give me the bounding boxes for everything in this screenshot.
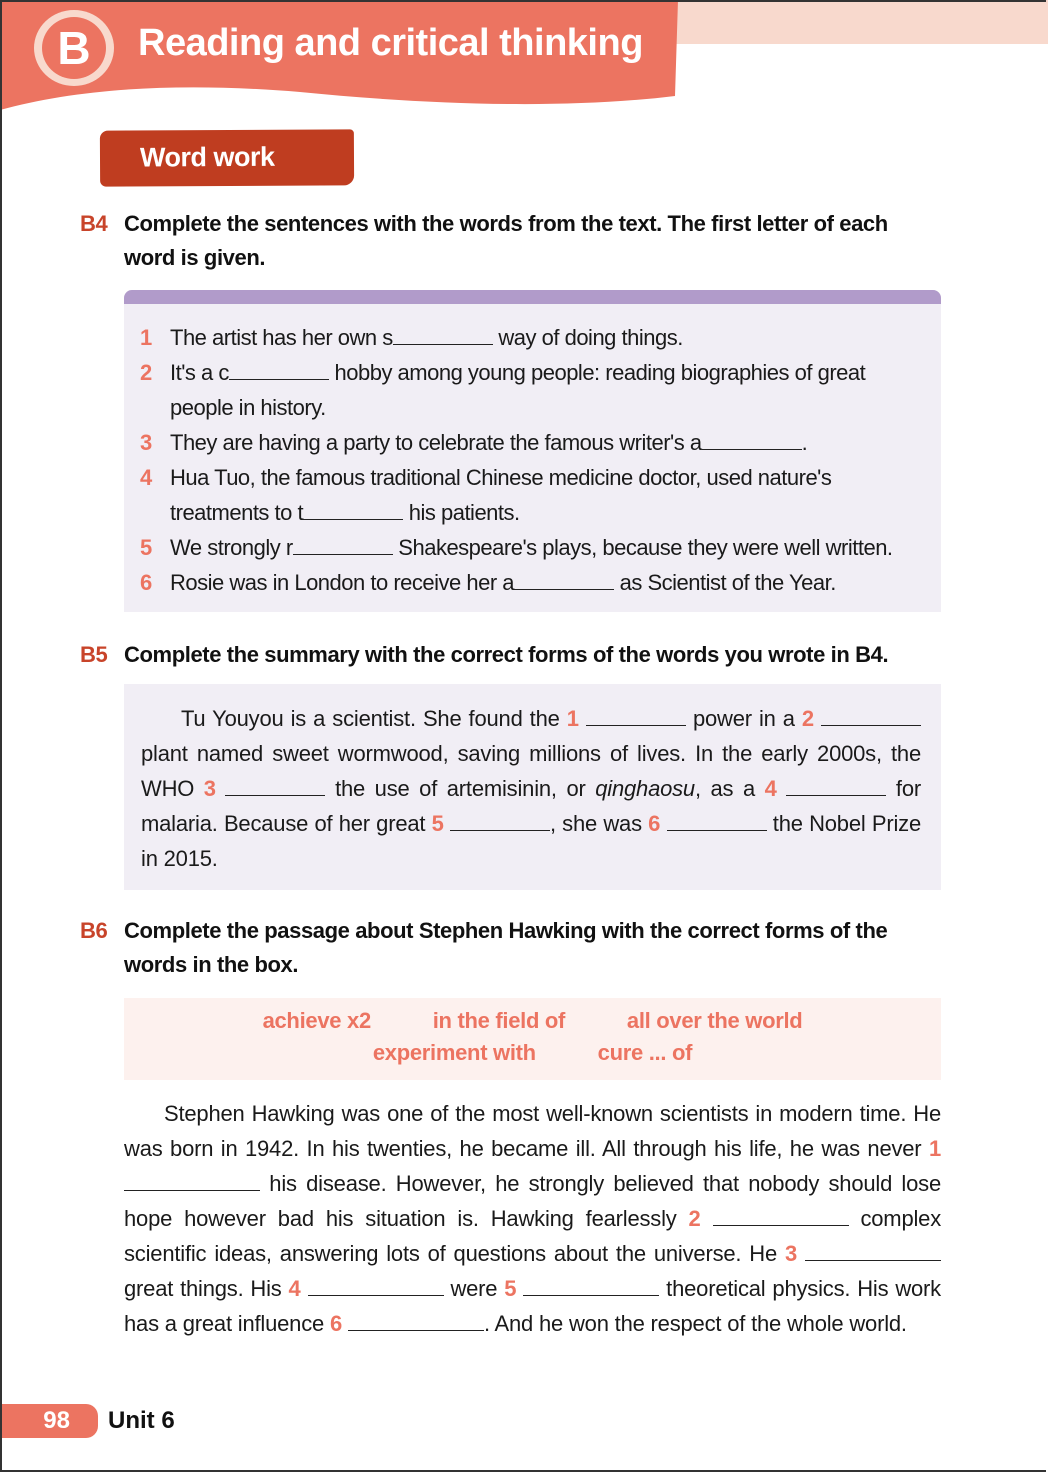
answer-blank[interactable] bbox=[786, 773, 886, 796]
item-text: We strongly r bbox=[170, 535, 293, 560]
exercise-number: B4 bbox=[80, 211, 108, 236]
sentence-item bbox=[140, 530, 930, 565]
exercise-number: B6 bbox=[80, 918, 108, 943]
blank-number: 6 bbox=[648, 811, 661, 836]
blank-number: 5 bbox=[431, 811, 444, 836]
answer-blank[interactable] bbox=[303, 497, 403, 520]
exercise-b6-heading bbox=[80, 914, 920, 982]
answer-blank[interactable] bbox=[450, 808, 550, 831]
blank-number: 1 bbox=[928, 1136, 941, 1161]
item-number: 2 bbox=[140, 360, 152, 385]
hawking-passage: Stephen Hawking was one of the most well-known scientists in modern time. He was born in 1942. In his twenties, he became ill. All through his life, he was never 1 his disease. However, he strongly believed that nobody should lose hope however bad his situation is. Hawking fearlessly 2 complex scientific ideas, answering lots of questions about the universe. He 3 great things. His 4 were 5 theoretical physics. His work has a great influence 6 . And he won the respect of the whole world. bbox=[124, 1101, 941, 1336]
section-title: Reading and critical thinking bbox=[138, 22, 643, 64]
answer-blank[interactable] bbox=[293, 532, 393, 555]
item-text: . bbox=[801, 430, 808, 455]
section-badge bbox=[34, 10, 114, 86]
item-text: Shakespeare's plays, because they were well written. bbox=[392, 535, 893, 560]
item-text: They are having a party to celebrate the famous writer's a bbox=[170, 430, 702, 455]
unit-label: Unit 6 bbox=[108, 1407, 175, 1434]
answer-blank[interactable] bbox=[702, 427, 802, 450]
sentence-item bbox=[140, 460, 930, 530]
blank-number: 4 bbox=[764, 776, 777, 801]
answer-blank[interactable] bbox=[229, 357, 329, 380]
answer-blank[interactable] bbox=[805, 1238, 941, 1261]
item-text: It's a c bbox=[170, 360, 229, 385]
item-text: way of doing things. bbox=[492, 325, 683, 350]
item-number: 1 bbox=[140, 325, 152, 350]
exercise-b4-heading bbox=[80, 207, 920, 275]
item-number: 3 bbox=[140, 430, 152, 455]
header-banner bbox=[0, 0, 690, 115]
item-text: The artist has her own s bbox=[170, 325, 393, 350]
word-option: cure ... of bbox=[597, 1040, 693, 1065]
answer-blank[interactable] bbox=[225, 773, 325, 796]
answer-blank[interactable] bbox=[586, 703, 686, 726]
subsection-title: Word work bbox=[139, 141, 275, 173]
answer-blank[interactable] bbox=[667, 808, 767, 831]
answer-blank[interactable] bbox=[523, 1273, 659, 1296]
sentence-item bbox=[140, 355, 930, 425]
blank-number: 1 bbox=[566, 706, 579, 731]
exercise-instruction: Complete the passage about Stephen Hawking with the correct forms of the words in the box. bbox=[124, 918, 888, 977]
exercise-number: B5 bbox=[80, 642, 108, 667]
sentence-list bbox=[140, 320, 930, 600]
blank-number: 3 bbox=[784, 1241, 798, 1266]
answer-blank[interactable] bbox=[308, 1273, 444, 1296]
blank-number: 2 bbox=[801, 706, 814, 731]
word-option: in the field of bbox=[432, 1008, 566, 1033]
blank-number: 3 bbox=[203, 776, 216, 801]
exercise-b4-box bbox=[124, 290, 941, 612]
word-option: experiment with bbox=[372, 1040, 536, 1065]
answer-blank[interactable] bbox=[821, 703, 921, 726]
item-text: hobby among young people: reading biographies of great people in history. bbox=[170, 360, 866, 420]
item-number: 5 bbox=[140, 535, 152, 560]
item-number: 4 bbox=[140, 465, 152, 490]
sentence-item bbox=[140, 565, 930, 600]
answer-blank[interactable] bbox=[393, 322, 493, 345]
answer-blank[interactable] bbox=[713, 1203, 849, 1226]
answer-blank[interactable] bbox=[348, 1308, 484, 1331]
answer-blank[interactable] bbox=[514, 567, 614, 590]
item-text: his patients. bbox=[403, 500, 520, 525]
word-option: all over the world bbox=[626, 1008, 803, 1033]
exercise-b5-box bbox=[124, 684, 941, 890]
blank-number: 6 bbox=[329, 1311, 343, 1336]
box-header-bar bbox=[124, 290, 941, 304]
page-number: 98 bbox=[0, 1404, 98, 1438]
subsection-label bbox=[100, 129, 354, 186]
item-text: as Scientist of the Year. bbox=[614, 570, 836, 595]
word-option: achieve x2 bbox=[262, 1008, 371, 1033]
blank-number: 2 bbox=[688, 1206, 701, 1231]
exercise-instruction: Complete the summary with the correct forms of the words you wrote in B4. bbox=[124, 642, 889, 667]
blank-number: 5 bbox=[504, 1276, 517, 1301]
answer-blank[interactable] bbox=[124, 1168, 260, 1191]
section-letter: B bbox=[42, 17, 106, 79]
item-text: Rosie was in London to receive her a bbox=[170, 570, 514, 595]
sentence-item bbox=[140, 320, 930, 355]
word-box bbox=[124, 998, 941, 1080]
item-text: Hua Tuo, the famous traditional Chinese medicine doctor, used nature's treatments to t bbox=[170, 465, 832, 525]
sentence-item bbox=[140, 425, 930, 460]
exercise-instruction: Complete the sentences with the words from the text. The first letter of each word is given. bbox=[124, 211, 888, 270]
exercise-b5-heading bbox=[80, 638, 920, 672]
item-number: 6 bbox=[140, 570, 152, 595]
blank-number: 4 bbox=[288, 1276, 301, 1301]
summary-paragraph: Tu Youyou is a scientist. She found the 1 power in a 2 plant named sweet wormwood, saving millions of lives. In the early 2000s, the WHO 3 the use of artemisinin, or qinghaosu, as a 4 for malaria. Because of her great 5 , she was 6 the Nobel Prize in 2015. bbox=[141, 701, 921, 876]
header-banner-accent bbox=[676, 0, 1048, 44]
